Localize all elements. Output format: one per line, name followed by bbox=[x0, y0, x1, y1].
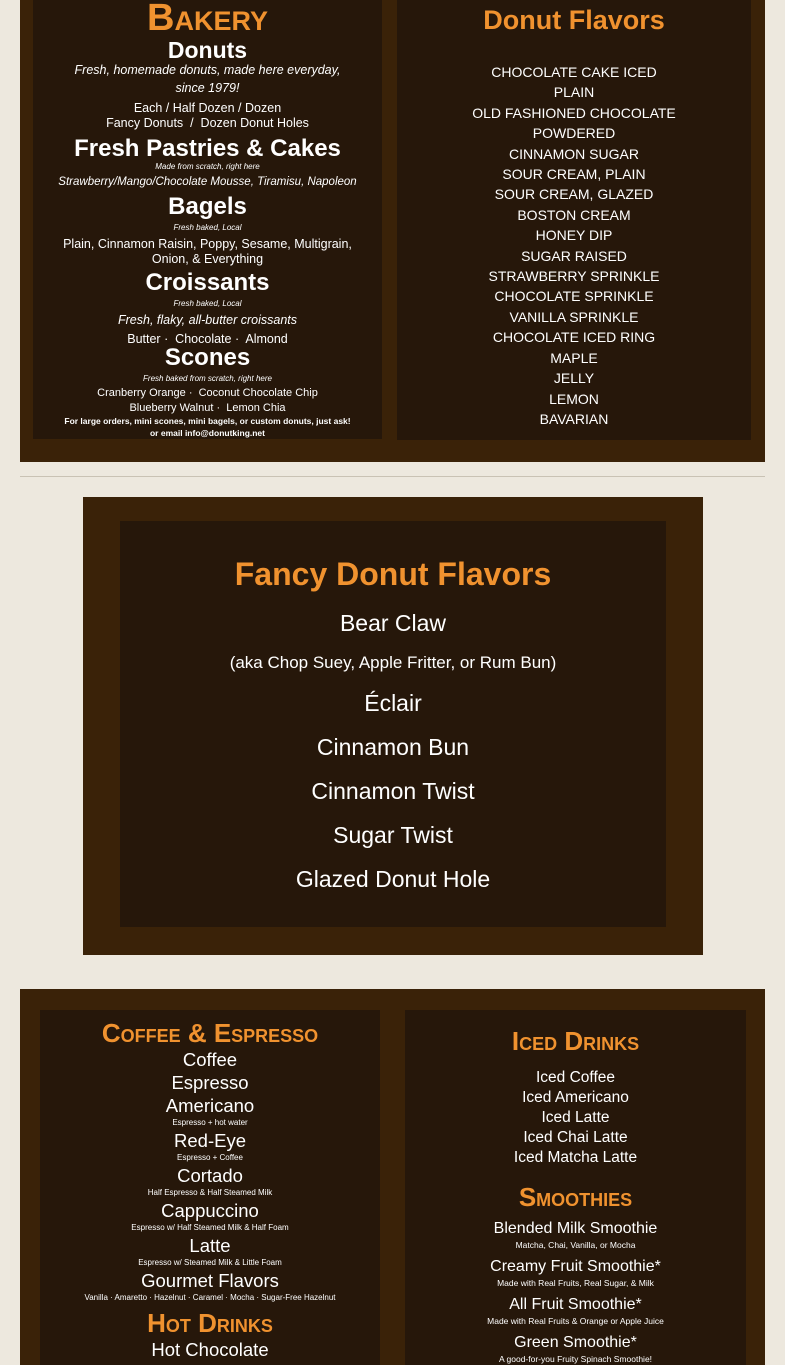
fancy-item-eclair: Éclair bbox=[364, 690, 422, 716]
scones-items-2: Blueberry Walnut · Lemon Chia bbox=[129, 402, 286, 414]
coffee-item-note: Espresso w/ Half Steamed Milk & Half Foam bbox=[131, 1223, 289, 1232]
donut-flavor-item: MAPLE bbox=[550, 349, 598, 366]
coffee-item-note: Espresso w/ Steamed Milk & Little Foam bbox=[138, 1258, 282, 1267]
donut-flavor-item: HONEY DIP bbox=[535, 227, 613, 244]
fancy-item-cinnamon-bun: Cinnamon Bun bbox=[316, 734, 470, 760]
donut-flavor-item: SOUR CREAM, PLAIN bbox=[502, 166, 646, 183]
top-menu-frame bbox=[20, 0, 765, 462]
bakery-footer-1: For large orders, mini scones, mini bagels, or custom donuts, just ask! bbox=[64, 416, 351, 426]
bakery-footer-2: or email info@donutking.net bbox=[149, 428, 265, 438]
coffee-item-name: Gourmet Flavors bbox=[141, 1270, 279, 1291]
donuts-tagline-2: since 1979! bbox=[175, 81, 240, 95]
coffee-list bbox=[40, 1048, 380, 1361]
iced-drink-item: Iced Coffee bbox=[536, 1069, 615, 1086]
donut-flavor-item: BAVARIAN bbox=[539, 410, 609, 427]
coffee-item-name: Latte bbox=[189, 1235, 231, 1256]
bagels-note: Fresh baked, Local bbox=[173, 223, 242, 232]
pastries-heading: Fresh Pastries & Cakes bbox=[74, 135, 341, 162]
iced-title: Iced Drinks bbox=[511, 1026, 640, 1056]
fancy-item-cinnamon-twist: Cinnamon Twist bbox=[311, 778, 475, 804]
donut-flavor-item: CHOCOLATE SPRINKLE bbox=[494, 288, 654, 305]
pastries-items: Strawberry/Mango/Chocolate Mousse, Tiramisu, Napoleon bbox=[58, 176, 357, 188]
donuts-fancy: Fancy Donuts / Dozen Donut Holes bbox=[106, 116, 309, 130]
donut-flavor-item: CHOCOLATE ICED RING bbox=[492, 329, 656, 346]
donut-flavor-item: POWDERED bbox=[532, 125, 616, 142]
drinks-menu-frame bbox=[20, 989, 765, 1365]
croissants-note: Fresh baked, Local bbox=[173, 299, 242, 308]
croissants-items: Butter · Chocolate · Almond bbox=[127, 332, 288, 346]
donut-flavor-item: STRAWBERRY SPRINKLE bbox=[488, 268, 660, 285]
fancy-panel bbox=[120, 521, 666, 927]
donut-flavor-item: VANILLA SPRINKLE bbox=[509, 308, 639, 325]
iced-drink-item: Iced Latte bbox=[541, 1109, 610, 1126]
hot-drinks-title: Hot Drinks bbox=[147, 1308, 273, 1338]
iced-drink-item: Iced Chai Latte bbox=[523, 1129, 628, 1146]
pastries-note: Made from scratch, right here bbox=[155, 162, 260, 171]
donut-flavor-item: SOUR CREAM, GLAZED bbox=[494, 186, 654, 203]
donuts-tagline-1: Fresh, homemade donuts, made here everyday, bbox=[74, 63, 341, 77]
bagels-heading: Bagels bbox=[168, 193, 247, 220]
coffee-item-name: Espresso bbox=[171, 1072, 249, 1093]
donut-flavor-item: CHOCOLATE CAKE ICED bbox=[491, 64, 657, 80]
croissants-heading: Croissants bbox=[145, 269, 270, 296]
coffee-panel bbox=[40, 1010, 380, 1365]
fancy-item-glazed-donut-hole: Glazed Donut Hole bbox=[295, 866, 491, 892]
scones-note: Fresh baked from scratch, right here bbox=[143, 374, 272, 383]
iced-drink-item: Iced Matcha Latte bbox=[513, 1149, 638, 1166]
scones-heading: Scones bbox=[164, 344, 251, 371]
donut-flavors-panel bbox=[397, 0, 751, 440]
donut-flavors-list bbox=[397, 62, 751, 429]
donut-flavor-item: LEMON bbox=[549, 390, 599, 407]
donut-flavor-item: CINNAMON SUGAR bbox=[509, 145, 639, 162]
scones-items-1: Cranberry Orange · Coconut Chocolate Chip bbox=[97, 387, 318, 399]
fancy-item-bear-claw: Bear Claw bbox=[339, 610, 447, 636]
coffee-item-note: Espresso + hot water bbox=[172, 1118, 248, 1127]
iced-panel bbox=[405, 1010, 746, 1365]
coffee-item-note: Vanilla · Amaretto · Hazelnut · Caramel · Mocha · Sugar-Free Hazelnut bbox=[84, 1293, 336, 1302]
donut-flavor-item: JELLY bbox=[553, 370, 595, 387]
bagels-items-1: Plain, Cinnamon Raisin, Poppy, Sesame, Multigrain, bbox=[63, 237, 352, 251]
smoothie-name: Blended Milk Smoothie bbox=[493, 1220, 658, 1237]
croissants-desc: Fresh, flaky, all-butter croissants bbox=[118, 313, 297, 327]
fancy-menu-frame bbox=[83, 497, 703, 955]
donut-flavor-item: OLD FASHIONED CHOCOLATE bbox=[472, 104, 676, 121]
iced-list bbox=[405, 1068, 746, 1168]
coffee-item-name: Americano bbox=[165, 1095, 255, 1116]
donut-flavor-item: BOSTON CREAM bbox=[517, 206, 631, 223]
donuts-heading: Donuts bbox=[167, 37, 248, 63]
smoothie-name: Creamy Fruit Smoothie* bbox=[490, 1258, 661, 1275]
coffee-item-name: Cortado bbox=[177, 1165, 243, 1186]
coffee-title: Coffee & Espresso bbox=[101, 1018, 319, 1048]
iced-drink-item: Iced Americano bbox=[522, 1089, 629, 1106]
fancy-title: Fancy Donut Flavors bbox=[234, 556, 552, 592]
donuts-sizes: Each / Half Dozen / Dozen bbox=[133, 101, 282, 115]
coffee-item-name: Red-Eye bbox=[174, 1130, 246, 1151]
bakery-title: Bakery bbox=[147, 0, 268, 39]
smoothie-note: Matcha, Chai, Vanilla, or Mocha bbox=[515, 1240, 636, 1250]
smoothie-list bbox=[405, 1219, 746, 1365]
smoothie-name: Green Smoothie* bbox=[514, 1334, 637, 1351]
coffee-item-name: Coffee bbox=[182, 1049, 238, 1070]
smoothie-note: A good-for-you Fruity Spinach Smoothie! bbox=[498, 1354, 653, 1364]
coffee-item-name: Cappuccino bbox=[161, 1200, 259, 1221]
bagels-items-2: Onion, & Everything bbox=[151, 252, 264, 266]
coffee-item-note: Half Espresso & Half Steamed Milk bbox=[147, 1188, 273, 1197]
smoothie-name: All Fruit Smoothie* bbox=[509, 1296, 642, 1313]
smoothie-note: Made with Real Fruits, Real Sugar, & Milk bbox=[497, 1278, 654, 1288]
coffee-item-note: Espresso + Coffee bbox=[177, 1153, 243, 1162]
section-divider bbox=[20, 476, 765, 477]
bakery-panel bbox=[33, 0, 382, 439]
donut-flavors-title: Donut Flavors bbox=[483, 5, 665, 35]
donut-flavor-item: SUGAR RAISED bbox=[521, 247, 627, 264]
smoothie-note: Made with Real Fruits & Orange or Apple Juice bbox=[487, 1316, 664, 1326]
donut-flavor-item: PLAIN bbox=[553, 84, 595, 101]
smoothies-title: Smoothies bbox=[518, 1182, 633, 1212]
hot-drink-item: Hot Chocolate bbox=[151, 1339, 269, 1360]
fancy-item-sugar-twist: Sugar Twist bbox=[333, 822, 453, 848]
fancy-item-bear-claw-aka: (aka Chop Suey, Apple Fritter, or Rum Bun) bbox=[229, 653, 557, 672]
